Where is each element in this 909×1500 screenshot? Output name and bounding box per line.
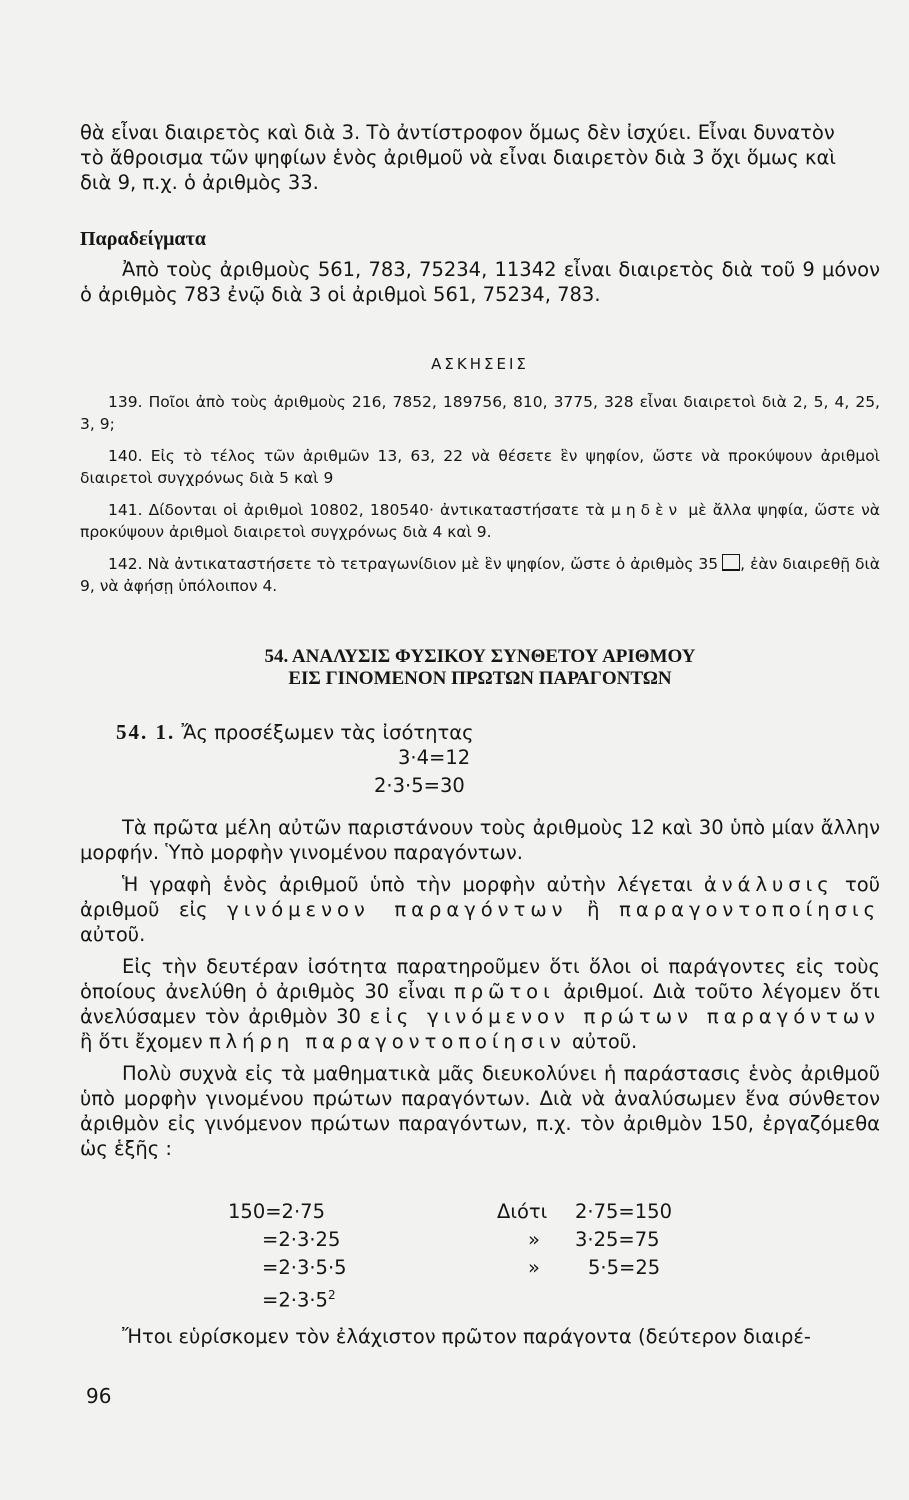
work-line-3: =2·3·5·5 xyxy=(262,1256,347,1279)
chapter-number: 54. xyxy=(264,646,289,667)
exercises-block xyxy=(80,355,880,597)
exercise-emphasis: μηδὲν xyxy=(610,501,683,519)
exercise-number: 140. xyxy=(108,447,143,465)
emphasis-term: ἀνάλυσις xyxy=(703,873,834,896)
body-text xyxy=(80,815,880,1161)
work-line-1: 150=2·75 xyxy=(228,1200,325,1223)
exercise-number: 142. xyxy=(108,555,143,573)
emphasis-term: πρῶτοι xyxy=(454,980,555,1003)
section-lead xyxy=(80,720,880,745)
exercise-text: μὲ ἄλλα ψηφία, ὥστε νὰ προκύψουν ἀριθμοὶ διαιρετοὶ συγχρόνως διὰ 4 καὶ 9. xyxy=(80,501,880,541)
last-line: Ἤτοι εὑρίσκομεν τὸν ἐλάχιστον πρῶτον παράγοντα (δεύτερον διαιρέ- xyxy=(122,1325,811,1348)
emphasis-term: παραγοντοποίησις xyxy=(619,898,881,921)
intro-line-1: θὰ εἶναι διαιρετὸς καὶ διὰ 3. Τὸ ἀντίστροφον ὅμως δὲν ἰσχύει. Εἶναι δυνατὸν xyxy=(80,121,835,144)
emphasis-term: πλήρη παραγοντοποίησιν xyxy=(208,1030,566,1053)
paragraph-1: Τὰ πρῶτα μέλη αὐτῶν παριστάνουν τοὺς ἀριθμοὺς 12 καὶ 30 ὑπὸ μίαν ἄλλην μορφήν. Ὑπὸ μορφὴν γινομένου παραγόντων. xyxy=(80,816,880,864)
intro-line-3: διὰ 9, π.χ. ὁ ἀριθμὸς 33. xyxy=(80,171,319,194)
emphasis-term: γινόμενον παραγόντων xyxy=(227,898,568,921)
reason-line-1: 2·75=150 xyxy=(575,1200,672,1223)
chapter-heading xyxy=(80,646,880,690)
ditto-mark: » xyxy=(528,1228,540,1251)
reason-line-3: 5·5=25 xyxy=(588,1256,661,1279)
intro-paragraph xyxy=(80,120,880,195)
page-number: 96 xyxy=(86,1384,112,1408)
exercise-139 xyxy=(80,391,880,435)
reason-label: Διότι xyxy=(497,1200,548,1223)
paragraph-3: Εἰς τὴν δευτέραν ἰσότητα παρατηροῦμεν ὅτι ὅλοι οἱ παράγοντες εἰς τοὺς ὁποίους ἀνελύθη ὁ ἀριθμὸς 30 εἶναι πρῶτοι ἀριθμοί. Διὰ τοῦτο λέγομεν ὅτι ἀνελύσαμεν τὸν ἀριθμὸν 30 εἰς γινόμενον πρώτων παραγόντων ἢ ὅτι ἔχομεν πλήρη παραγοντοποίησιν αὐτοῦ. xyxy=(80,955,881,1053)
exercise-text: , ἐὰν διαιρεθῇ διὰ 9, νὰ ἀφήσῃ ὑπόλοιπον 4. xyxy=(80,555,880,595)
ditto-mark: » xyxy=(528,1256,540,1279)
exponent: 2 xyxy=(327,1288,336,1302)
work-line-2: =2·3·25 xyxy=(262,1228,341,1251)
exercise-number: 141. xyxy=(108,501,143,519)
intro-line-2: τὸ ἄθροισμα τῶν ψηφίων ἑνὸς ἀριθμοῦ νὰ εἶναι διαιρετὸν διὰ 3 ὄχι ὅμως καὶ xyxy=(80,146,836,169)
exercise-text: Δίδονται οἱ ἀριθμοὶ 10802, 180540· ἀντικαταστήσατε τὰ xyxy=(148,501,605,519)
equation-1: 3·4=12 xyxy=(398,746,471,769)
exercise-140 xyxy=(80,445,880,489)
emphasis-term: εἰς γινόμενον πρώτων παραγόντων xyxy=(369,1005,880,1028)
examples-heading: Παραδείγματα xyxy=(80,228,206,250)
blank-square-icon xyxy=(722,554,740,571)
work-line-4: $=2\cdot 3\cdot 5^2$ xyxy=(262,1288,336,1312)
closing-line xyxy=(80,1324,880,1349)
section-number: 54. 1. xyxy=(116,720,176,744)
section-lead-text: Ἄς προσέξωμεν τὰς ἰσότητας xyxy=(181,721,474,744)
examples-text: Ἀπὸ τοὺς ἀριθμοὺς 561, 783, 75234, 11342 εἶναι διαιρετὸς διὰ τοῦ 9 μόνον ὁ ἀριθμὸς 783 ἐνῷ διὰ 3 οἱ ἀριθμοὶ 561, 75234, 783. xyxy=(80,258,880,306)
exercise-text: Ποῖοι ἀπὸ τοὺς ἀριθμοὺς 216, 7852, 189756, 810, 3775, 328 εἶναι διαιρετοὶ διὰ 2, 5, 4, 25, 3, 9; xyxy=(80,393,880,433)
examples-block xyxy=(80,228,880,307)
exercise-number: 139. xyxy=(108,393,143,411)
exercise-text: Νὰ ἀντικαταστήσετε τὸ τετραγωνίδιον μὲ ἓν ψηφίον, ὥστε ὁ ἀριθμὸς 35 xyxy=(147,555,719,573)
reason-line-2: 3·25=75 xyxy=(575,1228,660,1251)
exercises-title: ΑΣΚΗΣΕΙΣ xyxy=(431,355,529,373)
exercise-142 xyxy=(80,553,880,597)
exercise-141 xyxy=(80,499,880,543)
paragraph-4: Πολὺ συχνὰ εἰς τὰ μαθηματικὰ μᾶς διευκολύνει ἡ παράστασις ἑνὸς ἀριθμοῦ ὑπὸ μορφὴν γινομένου πρώτων παραγόντων. Διὰ νὰ ἀναλύσωμεν ἕνα σύνθετον ἀριθμὸν εἰς γινόμενον πρώτων παραγόντων, π.χ. τὸν ἀριθμὸν 150, ἐργαζόμεθα ὡς ἑξῆς : xyxy=(80,1062,880,1160)
exercise-text: Εἰς τὸ τέλος τῶν ἀριθμῶν 13, 63, 22 νὰ θέσετε ἓν ψηφίον, ὥστε νὰ προκύψουν ἀριθμοὶ διαιρετοὶ συγχρόνως διὰ 5 καὶ 9 xyxy=(80,447,880,487)
equation-2: 2·3·5=30 xyxy=(374,774,465,797)
paragraph-2: Ἡ γραφὴ ἑνὸς ἀριθμοῦ ὑπὸ τὴν μορφὴν αὐτὴν λέγεται ἀνάλυσις τοῦ ἀριθμοῦ εἰς γινόμενον παραγόντων ἢ παραγοντοποίησις αὐτοῦ. xyxy=(80,873,881,946)
chapter-title-line-1: 54. ΑΝΑΛΥΣΙΣ ΦΥΣΙΚΟΥ ΣΥΝΘΕΤΟΥ ΑΡΙΘΜΟΥ xyxy=(264,646,696,667)
chapter-title-line-2: ΕΙΣ ΓΙΝΟΜΕΝΟΝ ΠΡΩΤΩΝ ΠΑΡΑΓΟΝΤΩΝ xyxy=(288,668,672,689)
